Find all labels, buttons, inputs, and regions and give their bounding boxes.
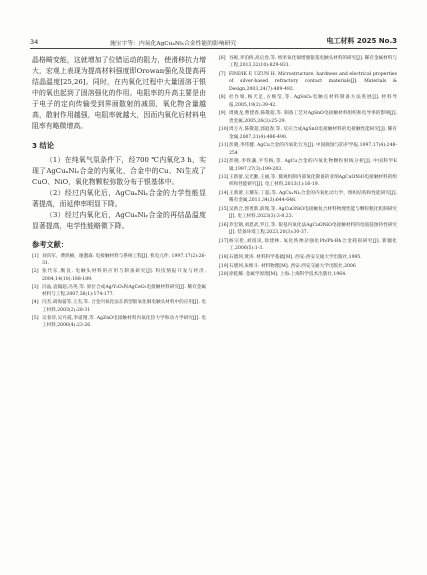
reference-number: [16] bbox=[219, 223, 229, 229]
references-title: 参考文献： bbox=[32, 240, 68, 249]
reference-text: 吴新合,郭更新,薛瑞,等. AgCuONiO电接触复合材料物理性能与颗粒粗化机制研究[J]. 电工材料,2023(3):3-8,23. bbox=[229, 207, 397, 220]
reference-number: [9] bbox=[219, 111, 226, 117]
reference-number: [19] bbox=[219, 263, 229, 269]
reference-item bbox=[32, 299, 206, 314]
right-column bbox=[219, 55, 397, 280]
reference-list-right bbox=[219, 55, 397, 279]
reference-text: 王新蕾,王耀东,丁磊,等. AgCuₓNiᵧ合金的内氧化动力学、组织结构和性能研究[J]. 稀有金属,2011,34(3):644-648. bbox=[229, 191, 397, 204]
reference-text: 张代东,衡良. 电触头材料的应用与制备研究[J]. 科技情报开发与经济, 2004,14(10):188-189. bbox=[42, 269, 206, 282]
reference-text: 杜作娟,杨天足,古映莹,等. AgSnO₂电触点材料制备方法进展[J]. 材料导报,2005,19(2):39-42. bbox=[229, 95, 397, 108]
reference-text: FINDIK F, UZUN H. Microstructure, hardness and electrical properties of silver-based refractory contact materials[J]. Materials & Design,2003,24(7):489-492. bbox=[229, 71, 397, 92]
reference-number: [6] bbox=[219, 56, 226, 61]
header-rule bbox=[30, 48, 397, 49]
section-title: 3 结论 bbox=[32, 141, 54, 150]
reference-number: [4] bbox=[32, 300, 39, 306]
reference-number: [10] bbox=[219, 127, 229, 133]
reference-number: [17] bbox=[219, 239, 229, 245]
reference-item bbox=[219, 158, 397, 173]
reference-number: [14] bbox=[219, 191, 229, 197]
reference-text: 徐乾耀. 金属学原理[M]. 上海:上海科学技术出版社,1964. bbox=[229, 272, 347, 278]
reference-item bbox=[32, 253, 206, 268]
reference-text: 乔宏钢,刘恩武,罗江,等. 银基内氧化法AgCuONiO电接触材料的电弧侵蚀特性研究[J]. 装备环境工程,2023,20(3):30-37. bbox=[229, 223, 397, 236]
reference-text: 杨宗伦,刘琅讯,徐建林. 氧化铁掺杂强化Pb/Pb-Rh合金耗损研究[J]. 新疆化工,2006(5):1-3. bbox=[229, 239, 397, 252]
reference-number: [2] bbox=[32, 269, 39, 275]
body-paragraph: 晶格畸变能，这就增加了位错运动的阻力，使滑移抗力增大，宏观上表现为提高材料强度即Orowan强化及提高再结晶温度[25,26]。同时，在内氧化过程中大量固溶于银中的氧也起到了固溶强化的作用。电阻率的升高主要是由于电子的定向传输受到界面散射的减弱，氧化物含量越高，散射作用越强，电阻率就越大，因而内氧化后材料电阻率有略微增高。 bbox=[32, 56, 206, 130]
reference-text: 彭晓,李伟健. AgCu合金的内氧化行为[J]. 中国腐蚀与防护学报,1997,17(4):248-254 bbox=[229, 143, 397, 156]
reference-number: [13] bbox=[219, 175, 229, 181]
reference-text: 石德珂,朱维斗. 材料物理[M]. 西安:西安交通大学出版社,2006 bbox=[229, 263, 356, 269]
reference-item bbox=[219, 126, 397, 141]
reference-number: [11] bbox=[219, 143, 229, 149]
journal-name: 电工材料 2025 No.3 bbox=[326, 37, 397, 45]
reference-item bbox=[219, 238, 397, 253]
reference-item bbox=[219, 271, 397, 278]
reference-number: [20] bbox=[219, 272, 229, 278]
running-title: 施宝宇等：内氧化AgCuₓNiᵧ合金性能的影响研究 bbox=[110, 41, 237, 47]
page-header bbox=[30, 36, 397, 48]
reference-number: [8] bbox=[219, 95, 226, 101]
reference-text: 石德珂,黄涛. 材料科学基础[M]. 西安:西安交通大学出版社,1995. bbox=[229, 255, 362, 261]
conclusion-2: （2）经过内氧化后，AgCuₓNiᵧ合金的力学性能显著提高，而延伸率明显下降。 bbox=[32, 189, 206, 208]
reference-item bbox=[219, 94, 397, 109]
reference-text: 王新蕾,吴光勤,王丽,等. 微观机制内部氧化制备的亚纳AgCuONiO电接触材料的组织和性能研究[J]. 电工材料,2013(1):16-19. bbox=[229, 175, 397, 188]
reference-item bbox=[219, 254, 397, 261]
reference-text: 闫杰,胡海晏等,王杰,等. 合金内氧化法在新型银氧化铜电触头材料中的应用[J]. 电工材料,2003(2):28-31 bbox=[42, 300, 206, 313]
reference-item bbox=[219, 71, 397, 93]
left-column bbox=[32, 55, 206, 330]
reference-number: [7] bbox=[219, 71, 226, 77]
reference-text: 周万方,陈敬超,郭庭春,等. 反应合成AgSnO电接触材料的电接触性能研究[J]. 稀有金属,2007,31(4):486-490. bbox=[229, 127, 397, 140]
reference-text: 彭晓,李铁藩,平雪梅,等. AgCu合金的内氧化物颗粒射线分析[J]. 中国科学E辑,1997,27(3):199-203. bbox=[229, 159, 397, 172]
reference-item bbox=[219, 142, 397, 157]
reference-number: [3] bbox=[32, 284, 39, 290]
conclusion-1: （1）在纯氧气氛条件下，经700 ℃内氧化3 h，实现了AgCuₓNiᵧ合金的内氧化，合金中的Cu、Ni生成了CuO、NiO，氧化物颗粒弥散分布于银基体中。 bbox=[32, 156, 206, 186]
reference-text: 谷妮,李伯桥,高后卷,等. 纳米氧化锡增强银基电触头材料的研究[J]. 稀有金属材料与工程,2013,32(10):829-831. bbox=[229, 56, 397, 69]
reference-item bbox=[219, 263, 397, 270]
reference-number: [1] bbox=[32, 254, 39, 259]
reference-number: [5] bbox=[32, 315, 39, 321]
reference-item bbox=[219, 55, 397, 70]
reference-item bbox=[219, 110, 397, 125]
reference-item bbox=[32, 315, 206, 330]
reference-item bbox=[32, 284, 206, 299]
conclusion-3: （3）经过内氧化后，AgCuₓNiᵧ合金的再结晶温度显著提高，电学性能略微下降。 bbox=[32, 211, 206, 230]
reference-item bbox=[219, 190, 397, 205]
reference-number: [15] bbox=[219, 207, 229, 213]
reference-item bbox=[32, 268, 206, 283]
reference-number: [12] bbox=[219, 159, 229, 165]
reference-list-left bbox=[32, 253, 206, 329]
reference-text: 刘向军，费鸿楠，谢邈森. 电接触材料与系统工程[J]. 机电元件, 1997,17(2):26-31. bbox=[42, 254, 206, 267]
reference-text: 吴春萍,吴丹霞,李道翔,等. AgZnO电接触材料内氧化热力学和动力学研究[J]. 电工材料,2006(4):23-26. bbox=[42, 315, 206, 329]
reference-item bbox=[219, 222, 397, 237]
reference-item bbox=[219, 174, 397, 189]
page-number: 34 bbox=[30, 38, 39, 46]
reference-number: [18] bbox=[219, 255, 229, 261]
reference-item bbox=[219, 206, 397, 221]
reference-text: 周晓龙,曹建春,陈敬超,等. 制备工艺对AgSnO电接触材料组织和电导率的影响[J]. 贵金属,2005,26(3):25-29. bbox=[229, 111, 397, 124]
reference-text: 冯晶,袁翰超,冯英,等. 原位合成Ag/Y₂O₃和AgCeO₂电接触材料研究[J]. 稀有金属材料与工程,2007,36(1):174-177. bbox=[42, 284, 206, 298]
